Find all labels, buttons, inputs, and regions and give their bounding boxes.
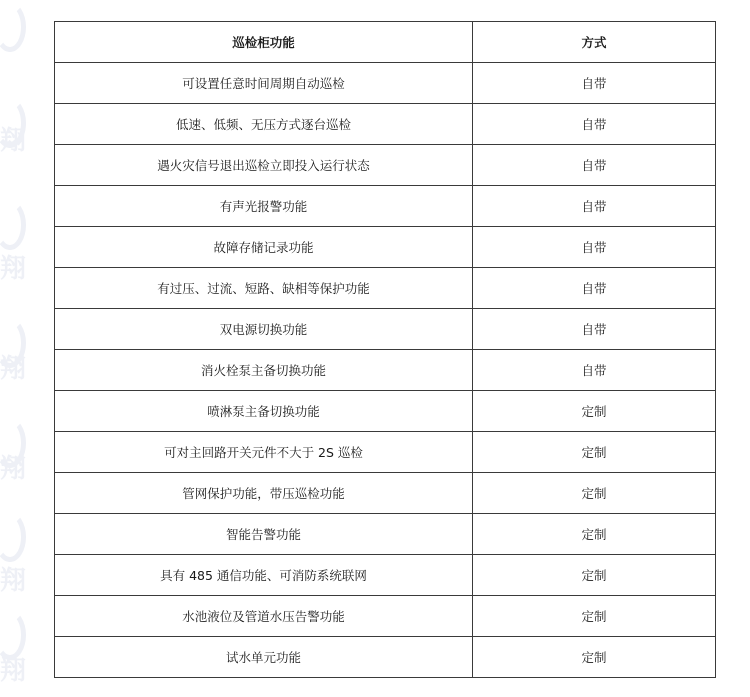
- table-header-row: [55, 22, 716, 63]
- mode-cell: 定制: [473, 637, 716, 678]
- column-header-function: 巡检柜功能: [55, 22, 473, 63]
- table-row: [55, 309, 716, 350]
- mode-cell: 定制: [473, 555, 716, 596]
- watermark-glyph: 翔: [0, 354, 27, 384]
- mode-cell: 自带: [473, 186, 716, 227]
- watermark-glyph: 翔: [0, 566, 27, 596]
- mode-cell: 定制: [473, 514, 716, 555]
- table-row: [55, 186, 716, 227]
- table-row: [55, 596, 716, 637]
- function-cell: 试水单元功能: [55, 637, 473, 678]
- function-cell: 消火栓泵主备切换功能: [55, 350, 473, 391]
- watermark-glyph: 翔: [0, 126, 27, 156]
- column-header-mode: 方式: [473, 22, 716, 63]
- watermark-logo-mark: [0, 318, 26, 368]
- mode-cell: 自带: [473, 145, 716, 186]
- function-cell: 具有 485 通信功能、可消防系统联网: [55, 555, 473, 596]
- watermark-logo-mark: [0, 2, 26, 52]
- table-row: [55, 350, 716, 391]
- table-row: [55, 63, 716, 104]
- function-cell: 双电源切换功能: [55, 309, 473, 350]
- watermark-glyph: 翔: [0, 254, 27, 284]
- mode-cell: 定制: [473, 596, 716, 637]
- function-cell: 喷淋泵主备切换功能: [55, 391, 473, 432]
- function-cell: 智能告警功能: [55, 514, 473, 555]
- mode-cell: 自带: [473, 104, 716, 145]
- function-cell: 低速、低频、无压方式逐台巡检: [55, 104, 473, 145]
- table-row: [55, 227, 716, 268]
- mode-cell: 自带: [473, 227, 716, 268]
- mode-cell: 定制: [473, 473, 716, 514]
- function-cell: 遇火灾信号退出巡检立即投入运行状态: [55, 145, 473, 186]
- mode-cell: 自带: [473, 350, 716, 391]
- table-row: [55, 145, 716, 186]
- function-table: [54, 21, 716, 678]
- table-row: [55, 432, 716, 473]
- table-row: [55, 104, 716, 145]
- function-table-container: [54, 21, 715, 678]
- watermark-glyph: 翔: [0, 656, 27, 686]
- function-cell: 有声光报警功能: [55, 186, 473, 227]
- table-row: [55, 637, 716, 678]
- function-cell: 可设置任意时间周期自动巡检: [55, 63, 473, 104]
- function-cell: 水池液位及管道水压告警功能: [55, 596, 473, 637]
- function-cell: 故障存储记录功能: [55, 227, 473, 268]
- table-row: [55, 514, 716, 555]
- table-row: [55, 391, 716, 432]
- watermark-glyph: 翔: [0, 454, 27, 484]
- watermark-logo-mark: [0, 200, 26, 250]
- mode-cell: 自带: [473, 63, 716, 104]
- function-cell: 有过压、过流、短路、缺相等保护功能: [55, 268, 473, 309]
- watermark-logo-mark: [0, 512, 26, 562]
- table-row: [55, 555, 716, 596]
- mode-cell: 定制: [473, 432, 716, 473]
- watermark-logo-mark: [0, 98, 26, 148]
- mode-cell: 定制: [473, 391, 716, 432]
- function-cell: 可对主回路开关元件不大于 2S 巡检: [55, 432, 473, 473]
- function-cell: 管网保护功能，带压巡检功能: [55, 473, 473, 514]
- table-row: [55, 268, 716, 309]
- watermark-logo-mark: [0, 610, 26, 660]
- mode-cell: 自带: [473, 268, 716, 309]
- watermark-logo-mark: [0, 418, 26, 468]
- table-row: [55, 473, 716, 514]
- mode-cell: 自带: [473, 309, 716, 350]
